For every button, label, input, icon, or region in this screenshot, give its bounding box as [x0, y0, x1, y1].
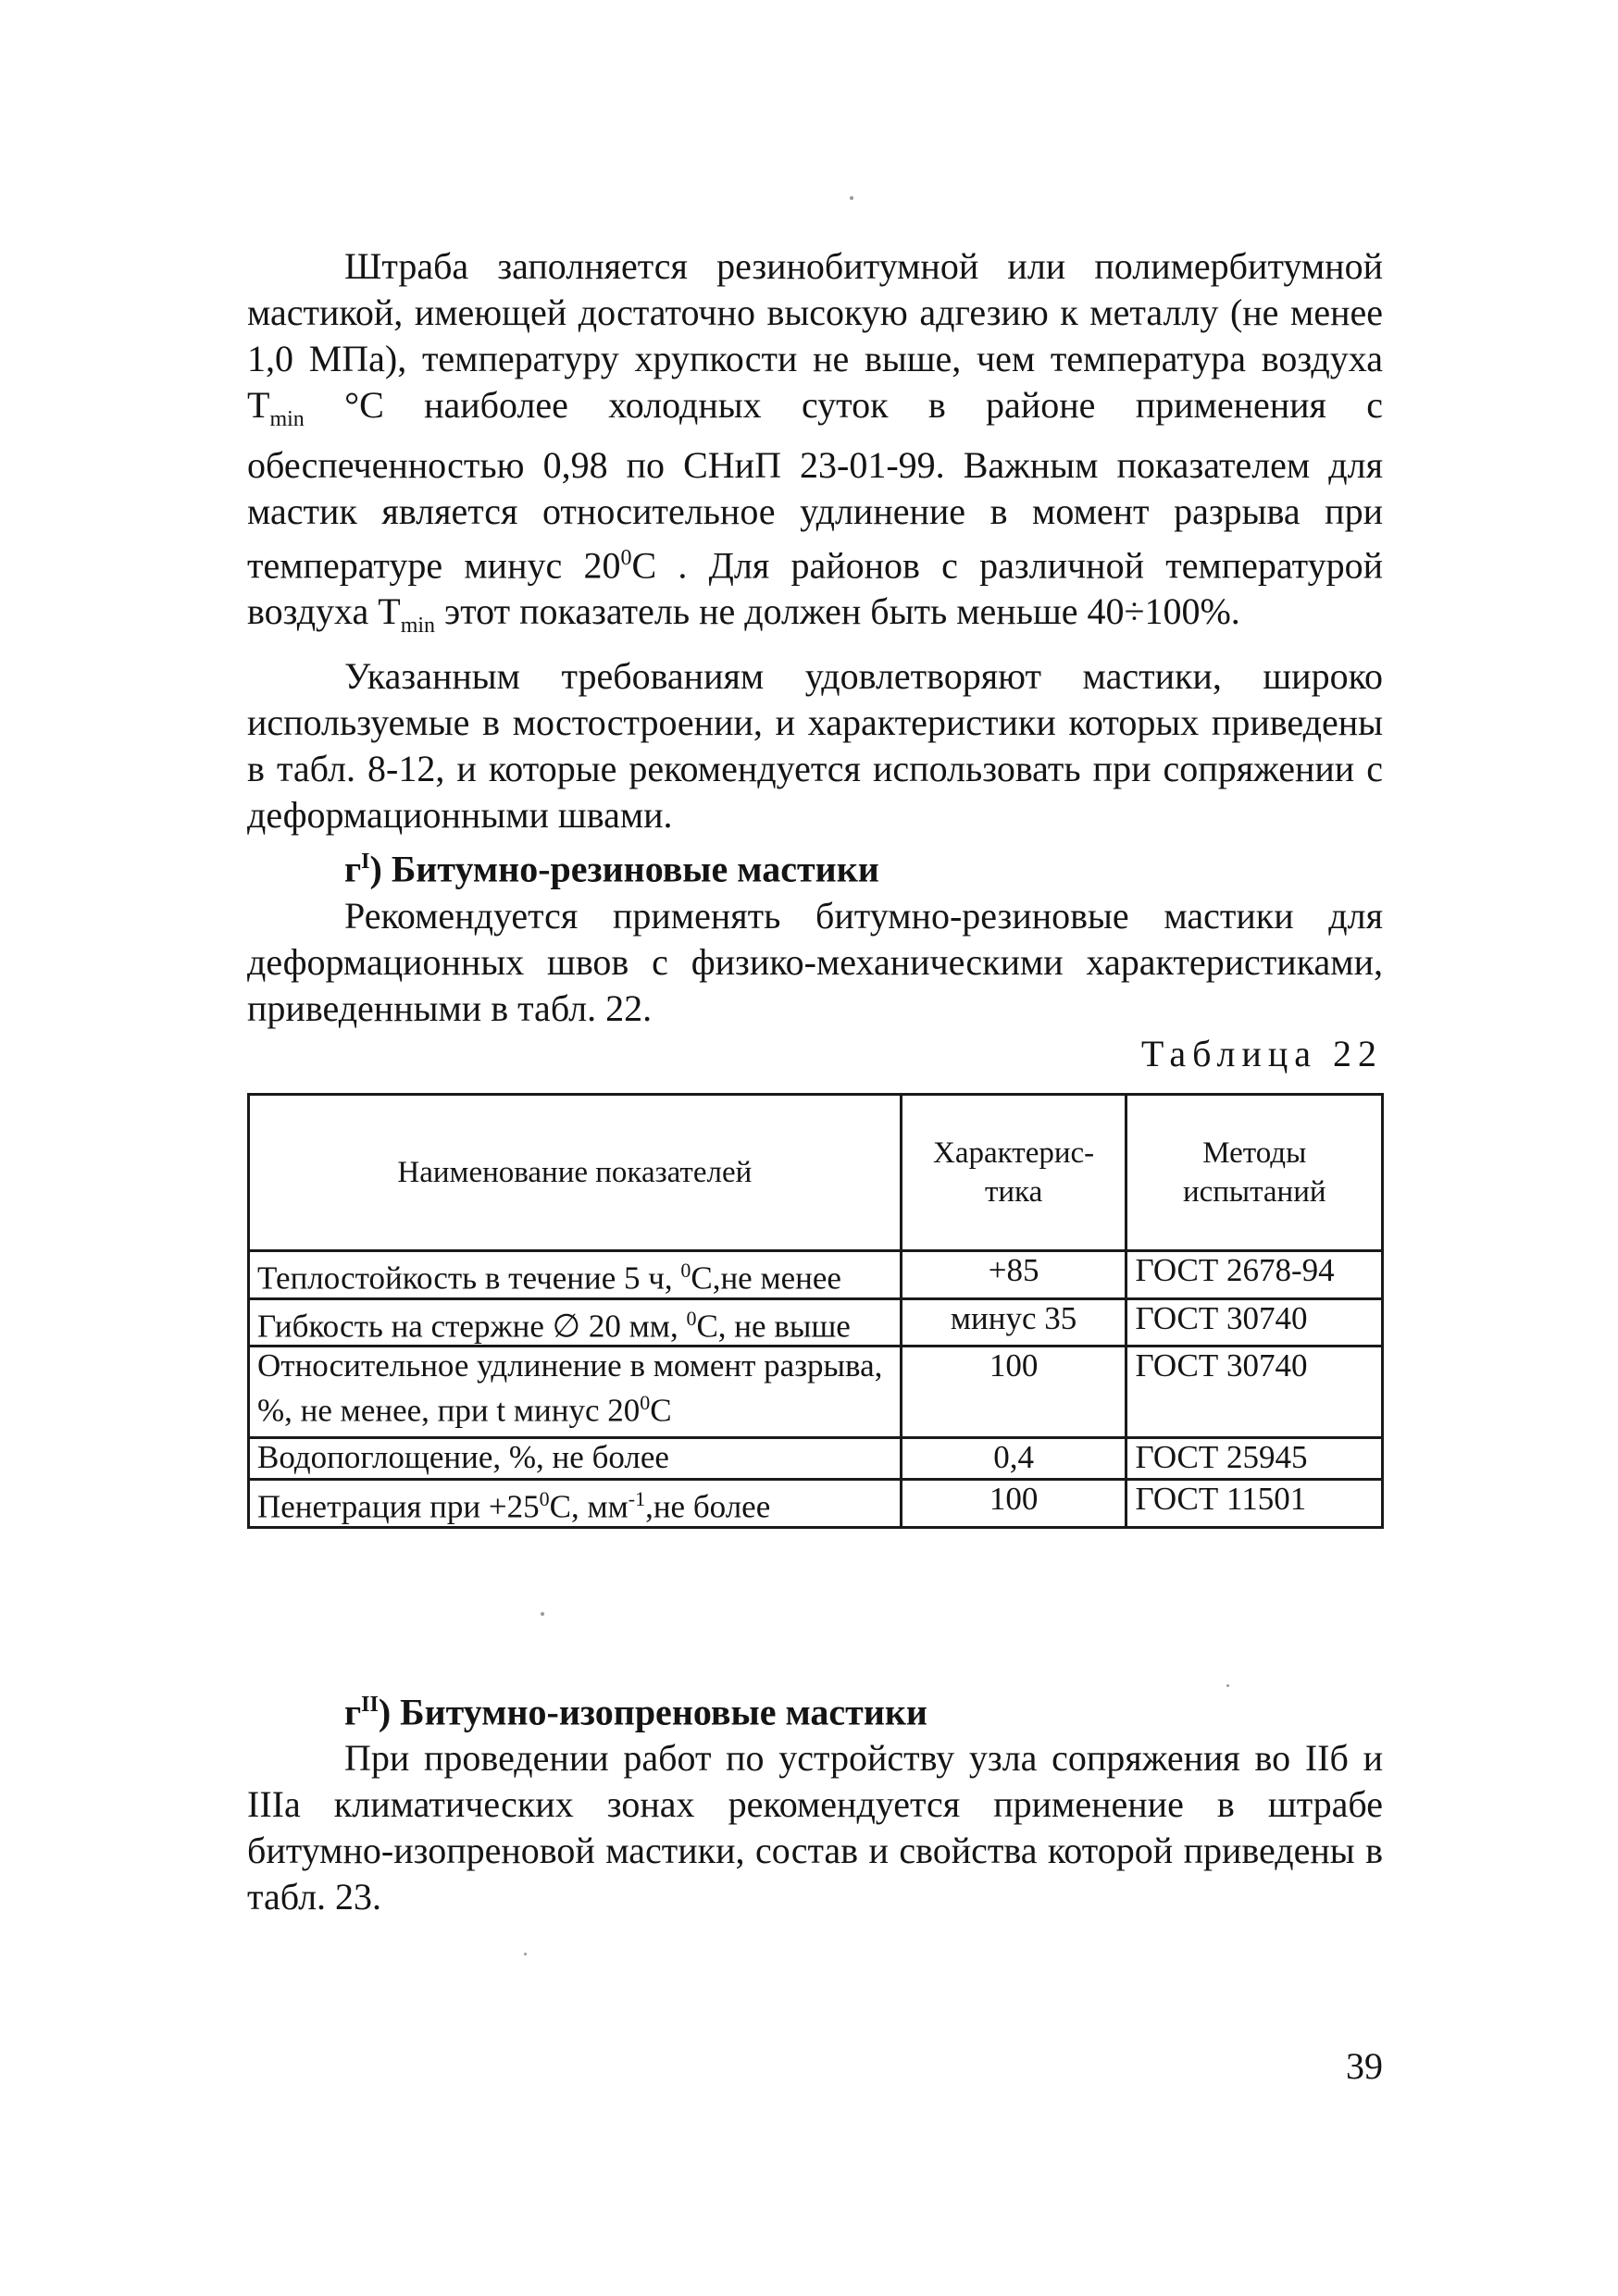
header-methods: Методы испытаний — [1126, 1095, 1383, 1251]
scan-speck — [524, 1953, 527, 1955]
row-value: +85 — [901, 1251, 1126, 1299]
section-2-paragraph: При проведении работ по устройству узла сопряжения во IIб и IIIа климатических зонах рекомендуется применение в штрабе битумно-изопреновой мастики, состав и свойства которой приведены в табл. 23. — [247, 1737, 1383, 1918]
table-header-row — [249, 1095, 1383, 1251]
row-value: 100 — [901, 1347, 1126, 1438]
row-name: Относительное удлинение в момент разрыва, %, не менее, при t минус $20^0С$ — [249, 1347, 902, 1438]
table-row — [249, 1251, 1383, 1299]
table-row — [249, 1298, 1383, 1347]
table-row — [249, 1438, 1383, 1480]
section-heading-2: $г^{II}$) Битумно-изопреновые мастики — [344, 1691, 927, 1733]
row-name: Пенетрация при $+25^0С$, $мм^{-1},не$ более — [249, 1480, 902, 1528]
row-value: минус 35 — [901, 1298, 1126, 1347]
row-method: ГОСТ 25945 — [1126, 1438, 1383, 1480]
header-name: Наименование показателей — [249, 1095, 902, 1251]
row-method: ГОСТ 11501 — [1126, 1480, 1383, 1528]
intro-paragraph-1: Штраба заполняется резинобитумной или полимербитумной мастикой, имеющей достаточно высокую адгезию к металлу (не менее 1,0 МПа), температуру хрупкости не выше, чем температура воздуха $Т_{min}$ °С наиболее холодных суток в районе применения с обеспеченностью 0,98 по СНиП 23-01-99. Важным показателем для мастик является относительное удлинение в момент разрыва при температуре минус $20^0С$ . Для районов с различной температурой воздуха $Т_{min}$ этот показатель не должен быть меньше 40÷100%. — [247, 245, 1383, 639]
section-2-block — [247, 1682, 1383, 1920]
row-method: ГОСТ 2678-94 — [1126, 1251, 1383, 1299]
table-row — [249, 1347, 1383, 1438]
intro-block — [247, 243, 1383, 1032]
row-name: Водопоглощение, %, не более — [249, 1438, 902, 1480]
scan-speck — [541, 1612, 544, 1616]
row-name: Гибкость на стержне ∅ 20 мм, $^0$С, не выше — [249, 1298, 902, 1347]
section-heading-1: $г^I$) Битумно-резиновые мастики — [344, 848, 879, 890]
intro-paragraph-2: Указанным требованиям удовлетворяют мастики, широко используемые в мостостроении, и характеристики которых приведены в табл. 8-12, и которые рекомендуется использовать при сопряжении с деформационными швами. — [247, 655, 1383, 837]
properties-table — [247, 1093, 1384, 1529]
row-method: ГОСТ 30740 — [1126, 1298, 1383, 1347]
row-method: ГОСТ 30740 — [1126, 1347, 1383, 1438]
row-name: Теплостойкость в течение 5 ч, $^0$С,не менее — [249, 1251, 902, 1299]
table-row — [249, 1480, 1383, 1528]
section-1-paragraph: Рекомендуется применять битумно-резиновые мастики для деформационных швов с физико-механическими характеристиками, приведенными в табл. 22. — [247, 894, 1383, 1029]
table-caption: Таблица 22 — [1140, 1033, 1383, 1074]
row-value: 0,4 — [901, 1438, 1126, 1480]
row-value: 100 — [901, 1480, 1126, 1528]
page-number: 39 — [1346, 2045, 1383, 2087]
scan-speck — [1226, 1684, 1229, 1687]
scan-speck — [850, 196, 853, 200]
header-characteristic: Характерис-тика — [901, 1095, 1126, 1251]
